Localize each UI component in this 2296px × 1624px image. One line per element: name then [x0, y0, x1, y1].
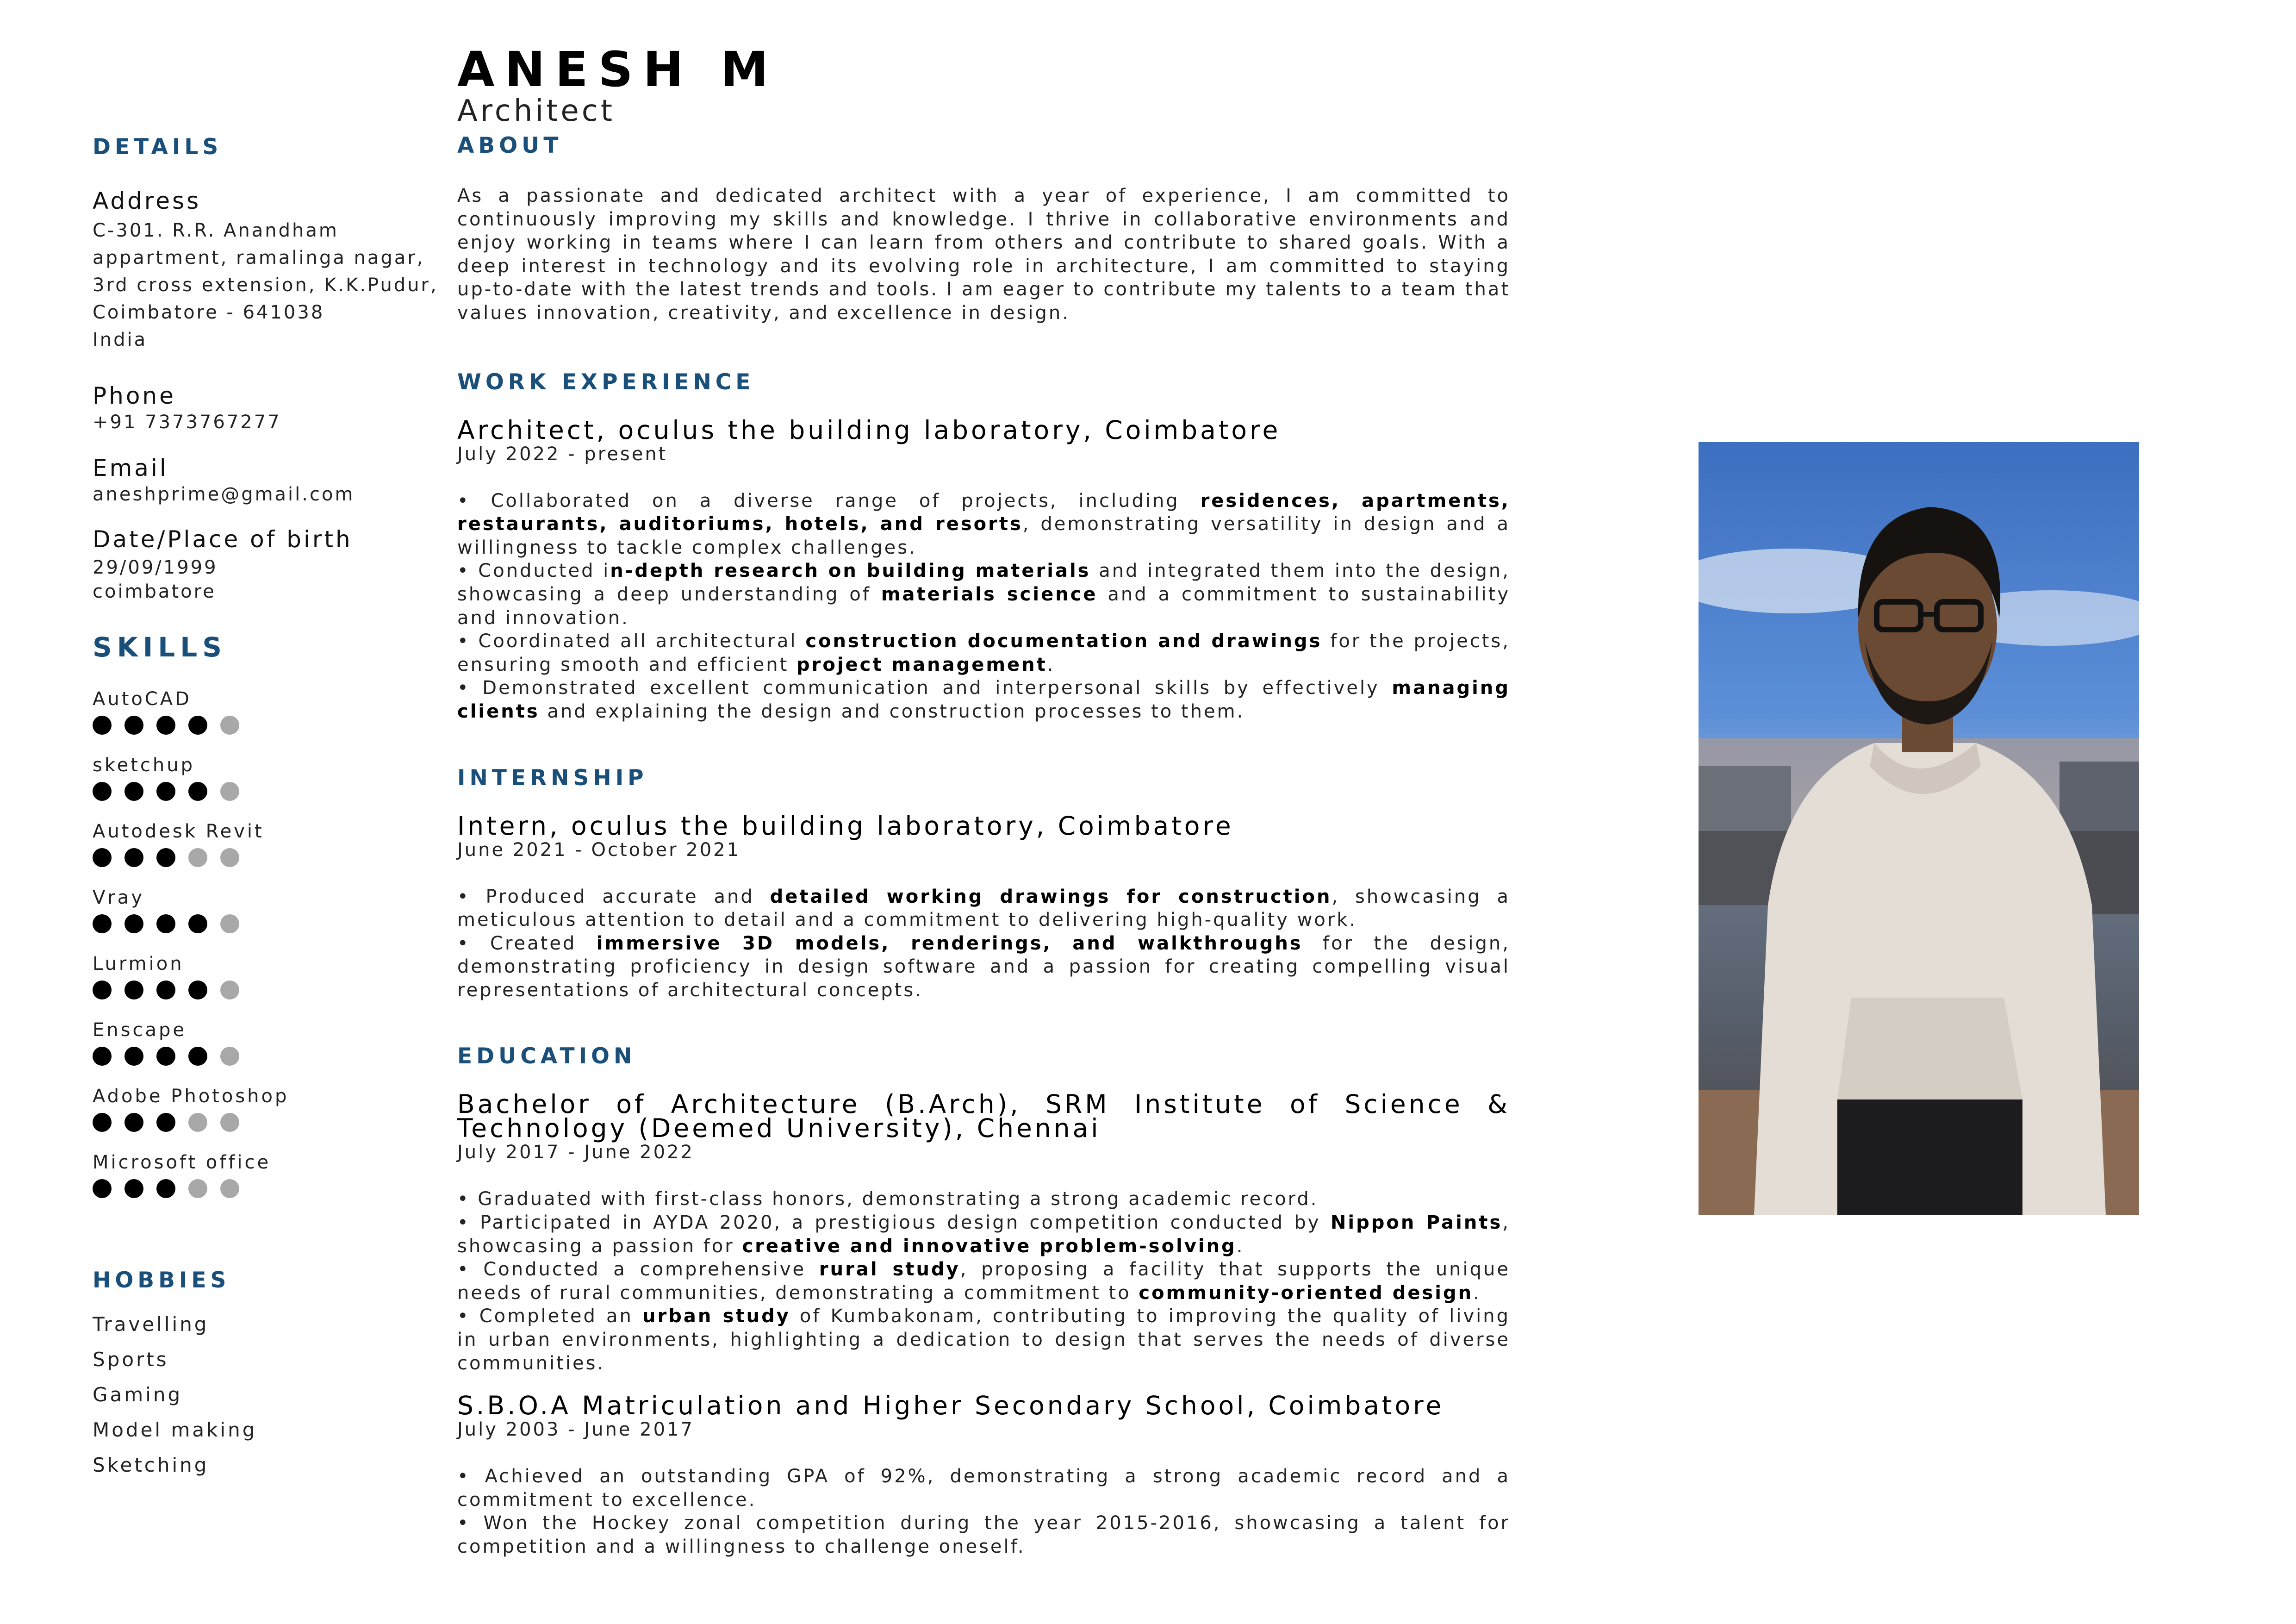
bold-text: immersive 3D models, renderings, and walkthroughs	[596, 932, 1303, 954]
rating-dot-filled	[156, 914, 175, 933]
rating-dot-filled	[93, 981, 112, 999]
text-run: for the projects, ensuring smooth and efficient	[457, 631, 1510, 675]
internship-job-title: Intern, oculus the building laboratory, Coimbatore	[457, 811, 1234, 841]
skill-item	[93, 819, 449, 867]
skill-name: Autodesk Revit	[93, 821, 264, 842]
address-label: Address	[93, 187, 201, 214]
address-line: C-301. R.R. Anandham	[93, 220, 339, 241]
rating-dot-empty	[220, 1113, 239, 1132]
rating-dot-filled	[93, 1179, 112, 1198]
skill-name: Vray	[93, 887, 144, 908]
degree-bullets	[457, 1187, 1510, 1375]
skill-item	[93, 1084, 449, 1132]
rating-dot-filled	[93, 782, 112, 801]
bold-text: rural study	[819, 1259, 960, 1280]
work-bullets	[457, 489, 1510, 724]
email-value: aneshprime@gmail.com	[93, 484, 355, 505]
skill-rating	[93, 981, 449, 999]
bullet-item	[457, 885, 1510, 932]
skill-rating	[93, 1179, 449, 1198]
rating-dot-filled	[124, 716, 143, 735]
rating-dot-filled	[93, 1113, 112, 1132]
skill-rating	[93, 848, 449, 867]
email-block	[93, 455, 449, 505]
internship-dates: June 2021 - October 2021	[457, 839, 741, 861]
rating-dot-filled	[156, 1047, 175, 1066]
rating-dot-empty	[220, 1179, 239, 1198]
bullet-item	[457, 1258, 1510, 1305]
bold-text: detailed working drawings for construction	[770, 886, 1332, 907]
hobby-item: Sketching	[93, 1454, 209, 1476]
dob-block	[93, 526, 449, 604]
skill-rating	[93, 1047, 449, 1066]
text-run: • Collaborated on a diverse range of projects, including	[457, 490, 1201, 512]
rating-dot-empty	[220, 848, 239, 867]
rating-dot-filled	[93, 848, 112, 867]
hobbies-list	[93, 1307, 449, 1483]
rating-dot-filled	[156, 981, 175, 999]
text-run: .	[1236, 1235, 1244, 1257]
bullet-item	[457, 1187, 1510, 1211]
rating-dot-empty	[220, 782, 239, 801]
skill-rating	[93, 716, 449, 735]
email-label: Email	[93, 455, 168, 481]
text-run: , showcasing a passion for	[457, 1212, 1511, 1257]
text-run: • Conducted a comprehensive	[457, 1259, 819, 1280]
bullet-item	[457, 630, 1510, 676]
rating-dot-empty	[220, 981, 239, 999]
bullet-item	[457, 489, 1510, 560]
sidebar	[93, 134, 449, 1483]
about-text: As a passionate and dedicated architect with a year of experience, I am committed to continuously improving my skills and knowledge. I thrive in collaborative environments and enjoy working in teams where I can learn from others and contribute to shared goals. With a deep interest in technology and its evolving role in architecture, I am committed to staying up-to-date with the latest trends and tools. I am eager to contribute my talents to a team that values innovation, creativity, and excellence in design.	[457, 185, 1510, 324]
text-run: of Kumbakonam, contributing to improving the quality of living in urban environments, highlighting a dedication to design that serves the needs of diverse communities.	[457, 1305, 1511, 1374]
work-job-title: Architect, oculus the building laboratory, Coimbatore	[457, 415, 1281, 445]
bullet-item	[457, 676, 1510, 723]
rating-dot-filled	[124, 848, 143, 867]
bold-text: community-oriented design	[1139, 1282, 1474, 1304]
pob-value: coimbatore	[93, 581, 216, 602]
text-run: • Achieved an outstanding GPA of 92%, demonstrating a strong academic record and a commitment to excellence.	[457, 1466, 1510, 1511]
skill-rating	[93, 914, 449, 933]
rating-dot-filled	[93, 1047, 112, 1066]
skills-list	[93, 687, 449, 1198]
address-line: Coimbatore - 641038	[93, 302, 325, 323]
hobby-item: Travelling	[93, 1313, 209, 1336]
skill-name: Lurmion	[93, 953, 184, 974]
rating-dot-filled	[124, 1179, 143, 1198]
rating-dot-filled	[188, 716, 207, 735]
text-run: .	[1473, 1282, 1481, 1304]
rating-dot-filled	[156, 1113, 175, 1132]
profile-photo	[1699, 442, 2139, 1215]
skill-name: Adobe Photoshop	[93, 1086, 289, 1107]
bold-text: urban study	[642, 1305, 790, 1327]
text-run: • Participated in AYDA 2020, a prestigious design competition conducted by	[457, 1212, 1331, 1234]
text-run: , showcasing a meticulous attention to detail and a commitment to delivering high-quality work.	[457, 886, 1511, 931]
bold-text: creative and innovative problem-solving	[742, 1235, 1237, 1257]
bullet-item	[457, 1465, 1510, 1512]
skill-item	[93, 687, 449, 735]
bold-text: Nippon Paints	[1330, 1212, 1503, 1234]
bold-text: managing clients	[457, 677, 1510, 722]
rating-dot-filled	[124, 1047, 143, 1066]
rating-dot-filled	[124, 1113, 143, 1132]
text-run: .	[1047, 654, 1055, 675]
education-heading: EDUCATION	[457, 1043, 636, 1069]
rating-dot-filled	[188, 914, 207, 933]
text-run: , proposing a facility that supports the unique needs of rural communities, demonstrating a commitment to	[457, 1259, 1510, 1304]
bold-text: residences, apartments, restaurants, auditoriums, hotels, and resorts	[457, 490, 1510, 535]
rating-dot-filled	[188, 1047, 207, 1066]
skill-rating	[93, 782, 449, 801]
address-line: India	[93, 329, 148, 350]
skill-name: sketchup	[93, 755, 195, 776]
skill-item	[93, 1018, 449, 1066]
text-run: • Won the Hockey zonal competition during the year 2015-2016, showcasing a talent for competition and a willingness to challenge oneself.	[457, 1512, 1510, 1557]
skill-item	[93, 952, 449, 999]
rating-dot-filled	[156, 848, 175, 867]
address-line: appartment, ramalinga nagar,	[93, 247, 425, 269]
text-run: • Conducted i	[457, 560, 610, 582]
rating-dot-empty	[220, 914, 239, 933]
text-run: for the design, demonstrating proficiency in design software and a passion for creating compelling visual representations of architectural concepts.	[457, 932, 1511, 1001]
bold-text: n-depth research on building materials	[610, 560, 1091, 582]
skill-rating	[93, 1113, 449, 1132]
rating-dot-empty	[220, 716, 239, 735]
skills-heading: SKILLS	[93, 631, 227, 663]
hobbies-heading: HOBBIES	[93, 1268, 230, 1293]
rating-dot-filled	[93, 716, 112, 735]
rating-dot-empty	[220, 1047, 239, 1066]
about-heading: ABOUT	[457, 133, 563, 158]
candidate-role: Architect	[457, 94, 615, 128]
bullet-item	[457, 932, 1510, 1002]
bullet-item	[457, 1305, 1510, 1375]
work-heading: WORK EXPERIENCE	[457, 369, 755, 395]
rating-dot-filled	[156, 716, 175, 735]
text-run: • Created	[457, 932, 597, 954]
rating-dot-filled	[124, 914, 143, 933]
portrait-illustration	[1699, 442, 2139, 1215]
bold-text: project management	[796, 654, 1047, 675]
skill-item	[93, 753, 449, 801]
rating-dot-filled	[93, 914, 112, 933]
main-content	[457, 41, 1511, 1559]
school-dates: July 2003 - June 2017	[457, 1419, 694, 1441]
phone-value: +91 7373767277	[93, 412, 281, 433]
text-run: • Coordinated all architectural	[457, 631, 806, 652]
skill-name: AutoCAD	[93, 688, 192, 710]
text-run: and integrated them into the design, showcasing a deep understanding of	[457, 560, 1510, 605]
dob-label: Date/Place of birth	[93, 526, 353, 553]
skill-item	[93, 1150, 449, 1198]
bullet-item	[457, 1512, 1510, 1558]
text-run: • Demonstrated excellent communication and interpersonal skills by effectively	[457, 677, 1392, 699]
bullet-item	[457, 559, 1510, 630]
hobby-item: Gaming	[93, 1383, 183, 1406]
rating-dot-filled	[124, 782, 143, 801]
bullet-item	[457, 1211, 1510, 1258]
skill-name: Enscape	[93, 1019, 187, 1041]
address-line: 3rd cross extension, K.K.Pudur,	[93, 275, 438, 296]
text-run: and explaining the design and construction processes to them.	[539, 700, 1245, 722]
hobby-item: Model making	[93, 1418, 257, 1441]
internship-heading: INTERNSHIP	[457, 765, 648, 791]
rating-dot-filled	[188, 981, 207, 999]
degree-title: Bachelor of Architecture (B.Arch), SRM Institute of Science & Technology (Deemed University), Chennai	[457, 1089, 1510, 1143]
candidate-name: ANESH M	[457, 41, 779, 98]
rating-dot-filled	[124, 981, 143, 999]
rating-dot-filled	[188, 782, 207, 801]
school-title: S.B.O.A Matriculation and Higher Secondary School, Coimbatore	[457, 1391, 1444, 1421]
text-run: and a commitment to sustainability and innovation.	[457, 583, 1510, 629]
skill-item	[93, 886, 449, 933]
rating-dot-filled	[156, 782, 175, 801]
dob-value: 29/09/1999	[93, 557, 218, 578]
rating-dot-empty	[188, 1113, 207, 1132]
rating-dot-filled	[156, 1179, 175, 1198]
text-run: • Graduated with first-class honors, demonstrating a strong academic record.	[457, 1188, 1319, 1210]
phone-block	[93, 382, 449, 432]
details-heading: DETAILS	[93, 134, 223, 160]
text-run: , demonstrating versatility in design and a willingness to tackle complex challenges.	[457, 513, 1510, 558]
address-block	[93, 187, 449, 354]
text-run: • Completed an	[457, 1305, 643, 1327]
degree-dates: July 2017 - June 2022	[457, 1142, 694, 1163]
hobby-item: Sports	[93, 1348, 169, 1371]
rating-dot-empty	[188, 1179, 207, 1198]
school-bullets	[457, 1465, 1510, 1558]
internship-bullets	[457, 885, 1510, 1002]
bold-text: construction documentation and drawings	[805, 631, 1322, 652]
bold-text: materials science	[881, 583, 1098, 605]
skill-name: Microsoft office	[93, 1152, 271, 1173]
phone-label: Phone	[93, 382, 176, 409]
work-dates: July 2022 - present	[457, 443, 668, 465]
rating-dot-empty	[188, 848, 207, 867]
text-run: • Produced accurate and	[457, 886, 770, 907]
